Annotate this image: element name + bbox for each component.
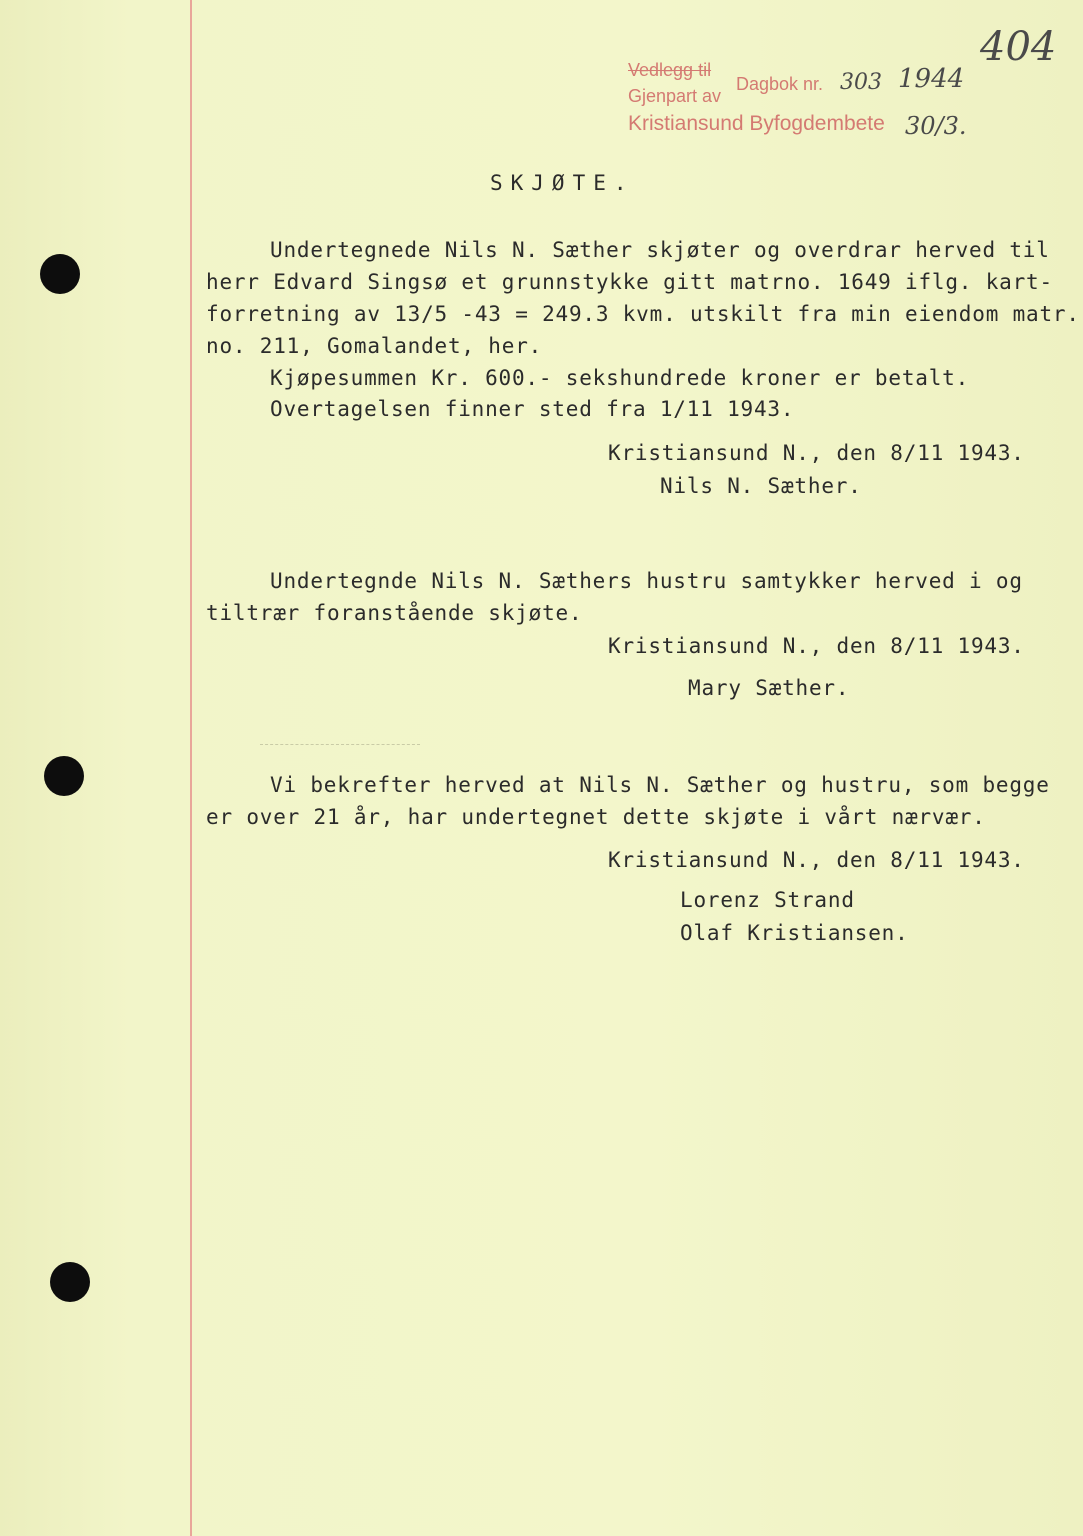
text-line: Undertegnde Nils N. Sæthers hustru samtykker herved i og (270, 569, 1023, 593)
stamp-gjenpart: Gjenpart av (628, 86, 722, 106)
text-line: forretning av 13/5 -43 = 249.3 kvm. utskilt fra min eiendom matr. (206, 302, 1080, 326)
punch-hole (44, 756, 84, 796)
signature-line: Lorenz Strand (680, 888, 855, 912)
stamp-vedlegg: Vedlegg til (628, 60, 712, 80)
text-line: no. 211, Gomalandet, her. (206, 334, 543, 358)
text-line: er over 21 år, har undertegnet dette skjøte i vårt nærvær. (206, 805, 986, 829)
handwritten-page-number: 404 (980, 24, 1057, 70)
place-date-line: Kristiansund N., den 8/11 1943. (608, 848, 1025, 872)
signature-line: Nils N. Sæther. (660, 474, 862, 498)
signature-line: Mary Sæther. (688, 676, 850, 700)
signature-line: Olaf Kristiansen. (680, 921, 909, 945)
punch-hole (40, 254, 80, 294)
handwritten-year: 1944 (898, 64, 965, 94)
handwritten-dagbok-number: 303 (840, 70, 882, 95)
place-date-line: Kristiansund N., den 8/11 1943. (608, 634, 1025, 658)
punch-hole (50, 1262, 90, 1302)
stamp-dagbok: Dagbok nr. (736, 74, 824, 94)
document-title: SKJØTE. (490, 171, 635, 195)
text-line: Vi bekrefter herved at Nils N. Sæther og hustru, som begge (270, 773, 1050, 797)
text-line: Undertegnede Nils N. Sæther skjøter og overdrar herved til (270, 238, 1050, 262)
text-line: tiltrær foranstående skjøte. (206, 601, 583, 625)
stamp-office: Kristiansund Byfogdembete (628, 112, 885, 135)
handwritten-date: 30/3. (905, 112, 967, 140)
pencil-mark (260, 744, 420, 747)
margin-line (190, 0, 192, 1536)
place-date-line: Kristiansund N., den 8/11 1943. (608, 441, 1025, 465)
text-line: Overtagelsen finner sted fra 1/11 1943. (270, 397, 795, 421)
text-line: Kjøpesummen Kr. 600.- sekshundrede kroner er betalt. (270, 366, 970, 390)
text-line: herr Edvard Singsø et grunnstykke gitt matrno. 1649 iflg. kart- (206, 270, 1053, 294)
